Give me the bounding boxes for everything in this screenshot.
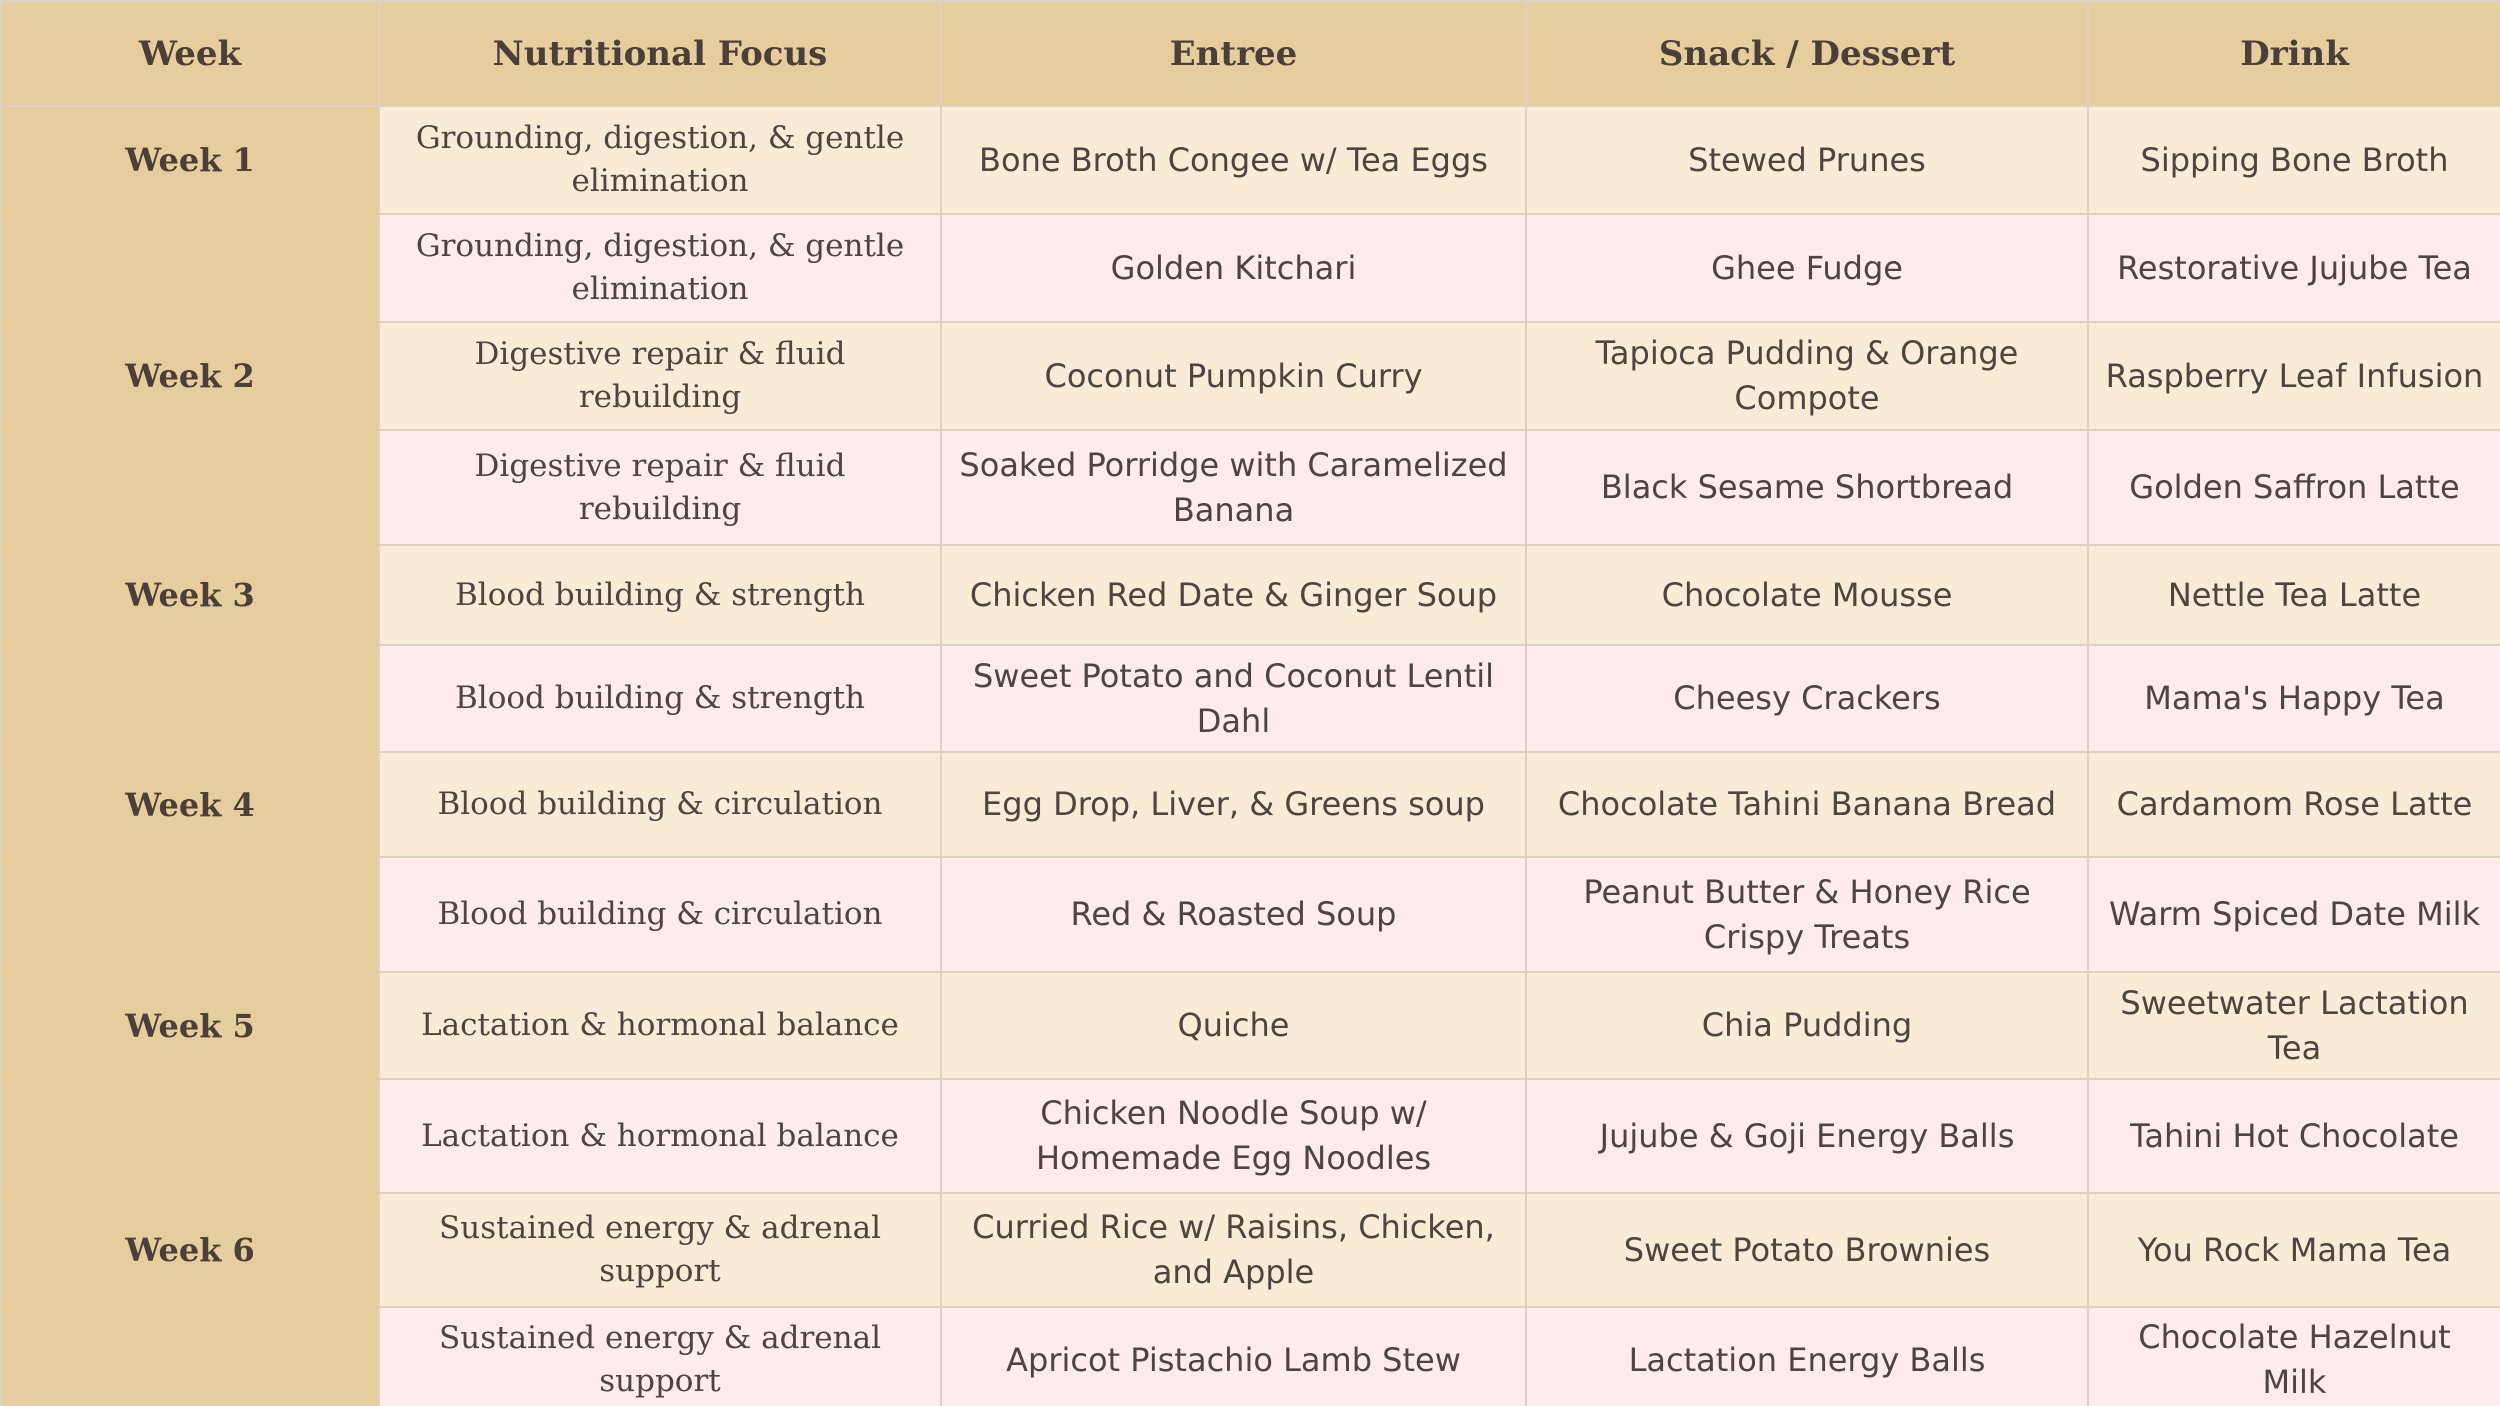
- table-row: [1, 214, 2500, 322]
- table-row: [1, 430, 2500, 545]
- snack-cell: Ghee Fudge: [1526, 214, 2088, 322]
- header-nutritional-focus: Nutritional Focus: [379, 1, 941, 106]
- week-cell: [1, 1307, 379, 1406]
- entree-cell: Chicken Red Date & Ginger Soup: [941, 545, 1526, 645]
- drink-cell: Restorative Jujube Tea: [2088, 214, 2500, 322]
- drink-cell: Cardamom Rose Latte: [2088, 752, 2500, 857]
- drink-cell: Mama's Happy Tea: [2088, 645, 2500, 752]
- table-row: [1, 752, 2500, 857]
- week-cell: Week 5: [1, 972, 379, 1079]
- snack-cell: Jujube & Goji Energy Balls: [1526, 1079, 2088, 1193]
- entree-cell: Golden Kitchari: [941, 214, 1526, 322]
- focus-cell: Blood building & strength: [379, 545, 941, 645]
- entree-cell: Egg Drop, Liver, & Greens soup: [941, 752, 1526, 857]
- table-row: [1, 545, 2500, 645]
- drink-cell: Golden Saffron Latte: [2088, 430, 2500, 545]
- header-week: Week: [1, 1, 379, 106]
- week-cell: [1, 1079, 379, 1193]
- snack-cell: Tapioca Pudding & Orange Compote: [1526, 322, 2088, 430]
- snack-cell: Chia Pudding: [1526, 972, 2088, 1079]
- entree-cell: Chicken Noodle Soup w/ Homemade Egg Noodles: [941, 1079, 1526, 1193]
- focus-cell: Lactation & hormonal balance: [379, 972, 941, 1079]
- entree-cell: Red & Roasted Soup: [941, 857, 1526, 972]
- week-cell: Week 4: [1, 752, 379, 857]
- table-row: [1, 972, 2500, 1079]
- focus-cell: Digestive repair & fluid rebuilding: [379, 430, 941, 545]
- table-row: [1, 322, 2500, 430]
- drink-cell: Sipping Bone Broth: [2088, 106, 2500, 214]
- header-drink: Drink: [2088, 1, 2500, 106]
- drink-cell: Sweetwater Lactation Tea: [2088, 972, 2500, 1079]
- focus-cell: Lactation & hormonal balance: [379, 1079, 941, 1193]
- entree-cell: Curried Rice w/ Raisins, Chicken, and Apple: [941, 1193, 1526, 1307]
- table-row: [1, 1307, 2500, 1406]
- week-cell: Week 3: [1, 545, 379, 645]
- snack-cell: Cheesy Crackers: [1526, 645, 2088, 752]
- snack-cell: Chocolate Mousse: [1526, 545, 2088, 645]
- header-snack-dessert: Snack / Dessert: [1526, 1, 2088, 106]
- table-row: [1, 857, 2500, 972]
- focus-cell: Grounding, digestion, & gentle elimination: [379, 106, 941, 214]
- snack-cell: Black Sesame Shortbread: [1526, 430, 2088, 545]
- focus-cell: Grounding, digestion, & gentle elimination: [379, 214, 941, 322]
- drink-cell: Nettle Tea Latte: [2088, 545, 2500, 645]
- week-cell: [1, 430, 379, 545]
- focus-cell: Blood building & circulation: [379, 752, 941, 857]
- drink-cell: Raspberry Leaf Infusion: [2088, 322, 2500, 430]
- entree-cell: Soaked Porridge with Caramelized Banana: [941, 430, 1526, 545]
- entree-cell: Bone Broth Congee w/ Tea Eggs: [941, 106, 1526, 214]
- table-row: [1, 106, 2500, 214]
- week-cell: [1, 857, 379, 972]
- focus-cell: Sustained energy & adrenal support: [379, 1307, 941, 1406]
- entree-cell: Coconut Pumpkin Curry: [941, 322, 1526, 430]
- entree-cell: Apricot Pistachio Lamb Stew: [941, 1307, 1526, 1406]
- focus-cell: Digestive repair & fluid rebuilding: [379, 322, 941, 430]
- snack-cell: Chocolate Tahini Banana Bread: [1526, 752, 2088, 857]
- drink-cell: You Rock Mama Tea: [2088, 1193, 2500, 1307]
- table-row: [1, 1193, 2500, 1307]
- week-cell: Week 6: [1, 1193, 379, 1307]
- week-cell: Week 2: [1, 322, 379, 430]
- snack-cell: Peanut Butter & Honey Rice Crispy Treats: [1526, 857, 2088, 972]
- table-row: [1, 645, 2500, 752]
- snack-cell: Lactation Energy Balls: [1526, 1307, 2088, 1406]
- entree-cell: Sweet Potato and Coconut Lentil Dahl: [941, 645, 1526, 752]
- week-cell: [1, 645, 379, 752]
- week-cell: Week 1: [1, 106, 379, 214]
- snack-cell: Stewed Prunes: [1526, 106, 2088, 214]
- drink-cell: Tahini Hot Chocolate: [2088, 1079, 2500, 1193]
- header-row: [1, 1, 2500, 106]
- header-entree: Entree: [941, 1, 1526, 106]
- snack-cell: Sweet Potato Brownies: [1526, 1193, 2088, 1307]
- focus-cell: Blood building & strength: [379, 645, 941, 752]
- week-cell: [1, 214, 379, 322]
- drink-cell: Warm Spiced Date Milk: [2088, 857, 2500, 972]
- entree-cell: Quiche: [941, 972, 1526, 1079]
- focus-cell: Sustained energy & adrenal support: [379, 1193, 941, 1307]
- focus-cell: Blood building & circulation: [379, 857, 941, 972]
- table-row: [1, 1079, 2500, 1193]
- drink-cell: Chocolate Hazelnut Milk: [2088, 1307, 2500, 1406]
